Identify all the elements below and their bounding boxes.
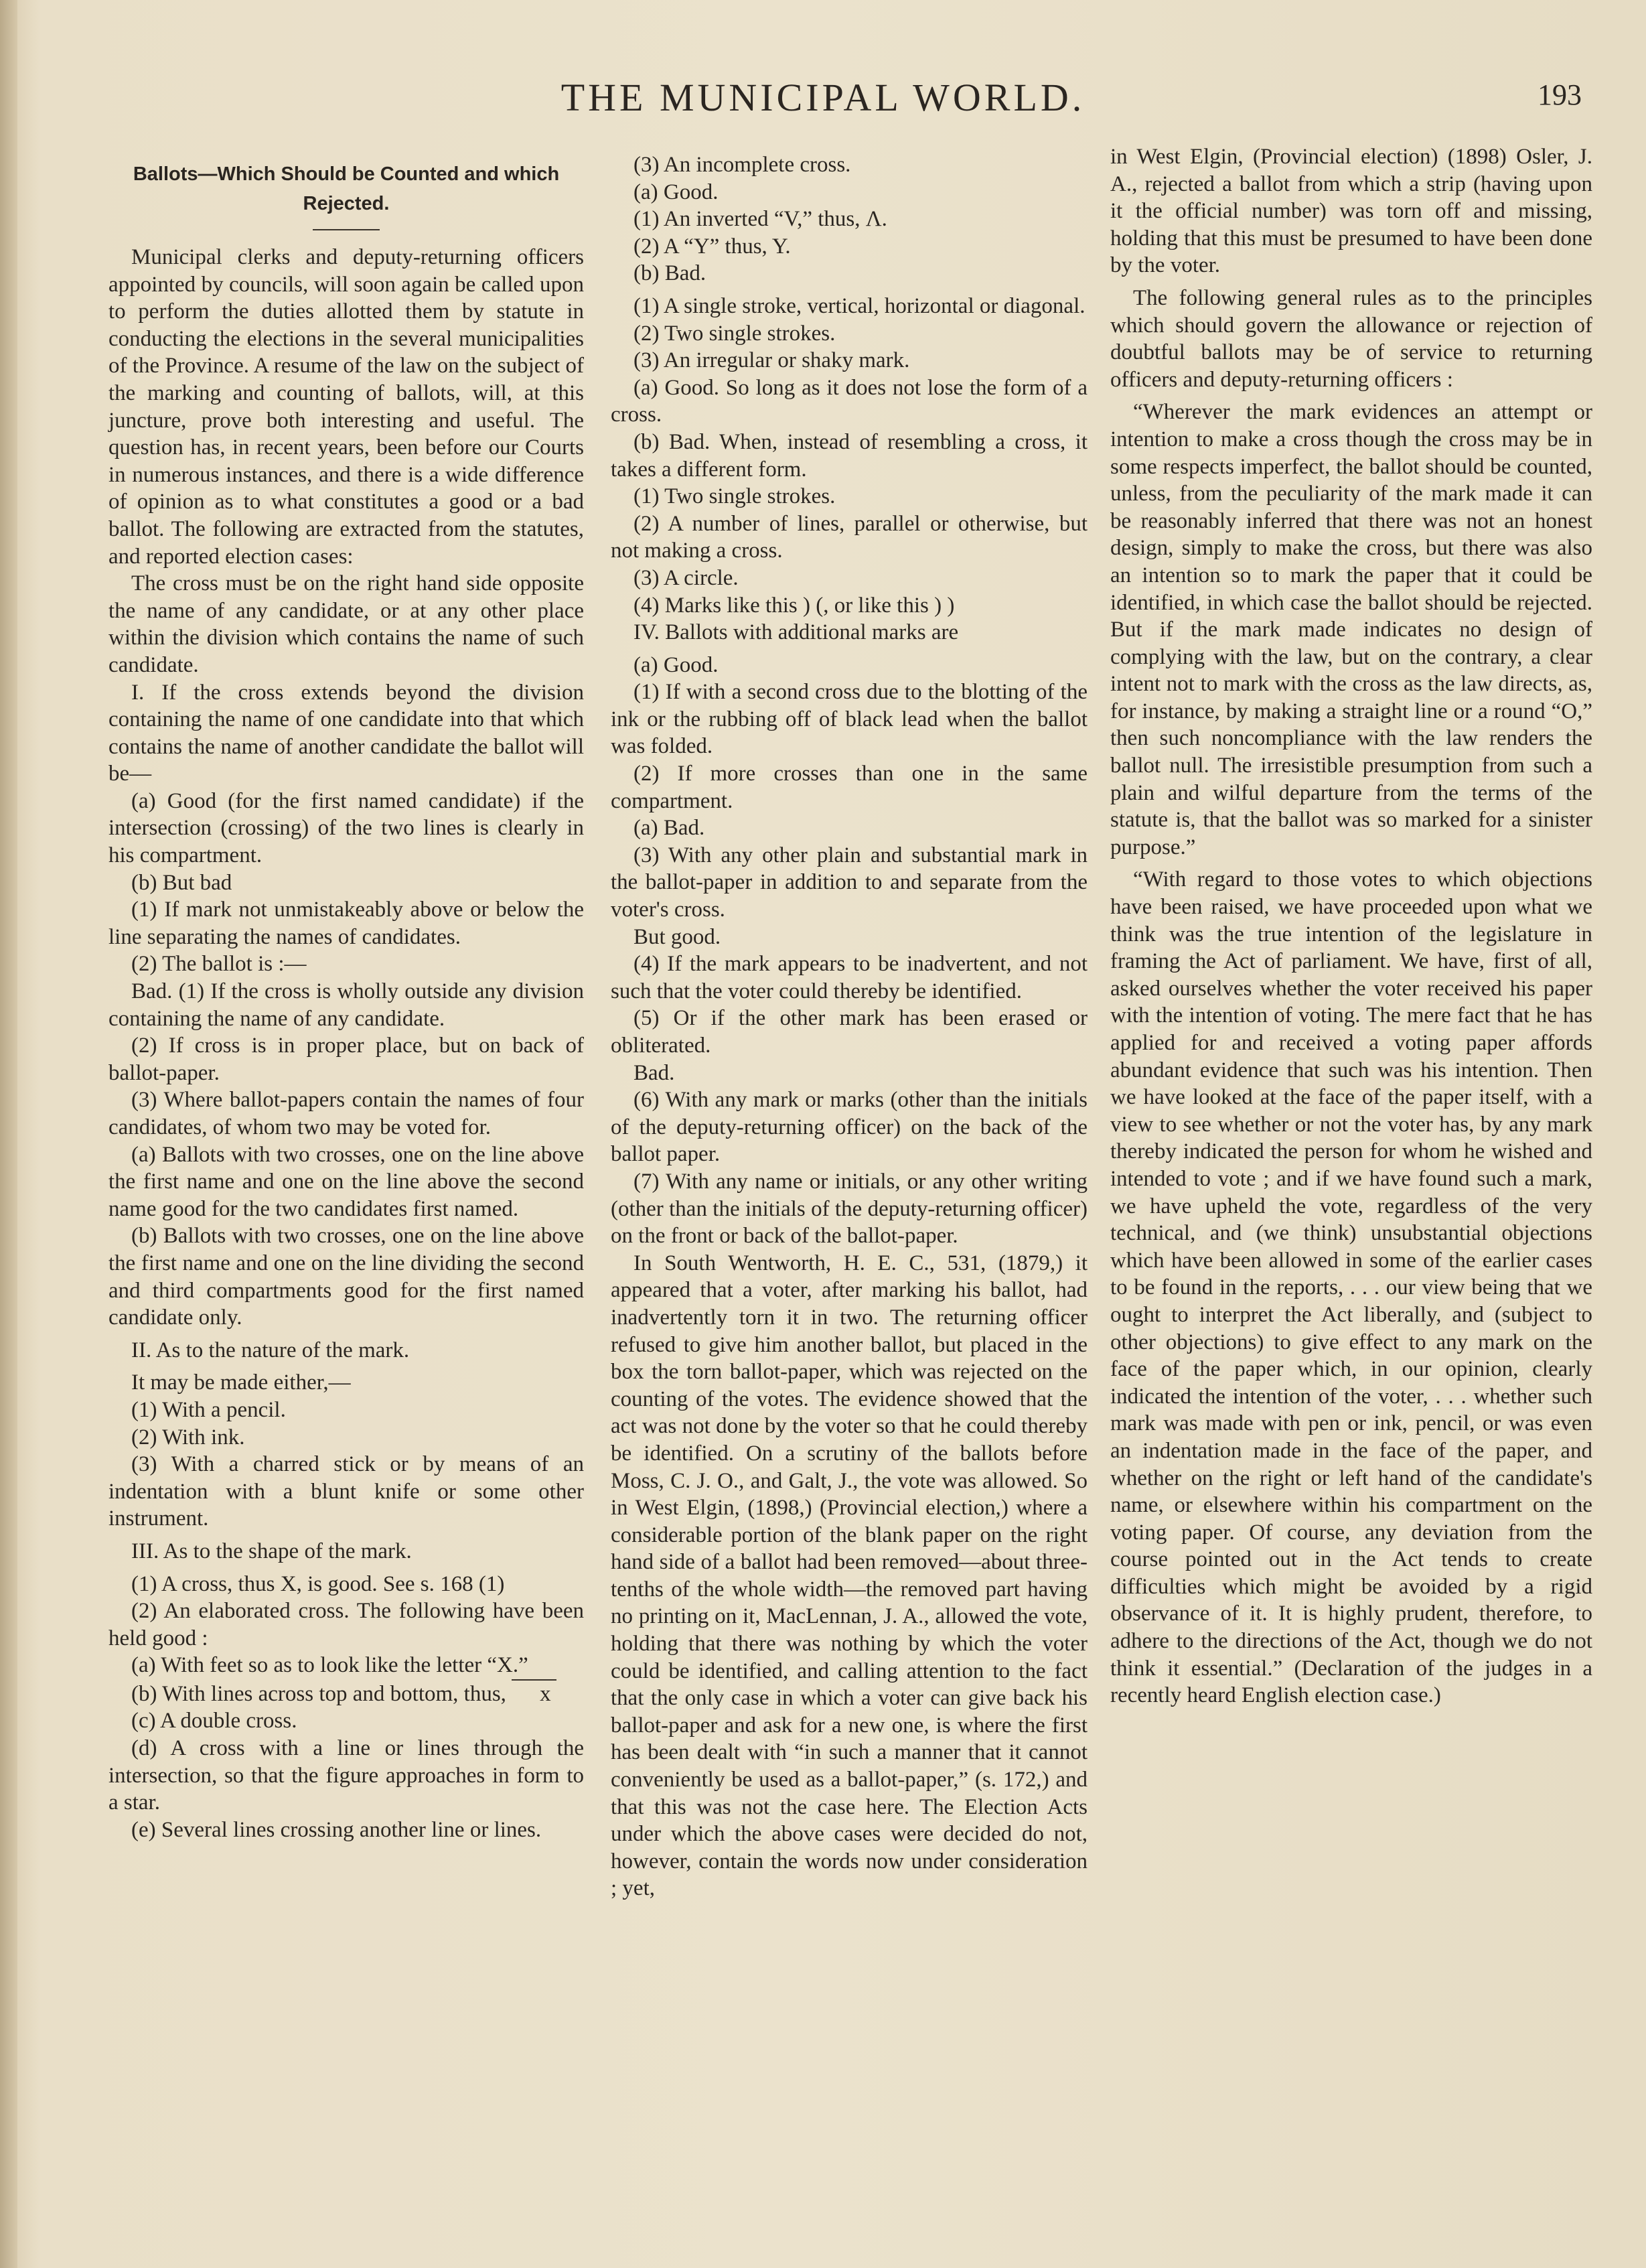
paragraph: (2) A “Y” thus, Y.: [633, 234, 791, 259]
paragraph: (a) Good (for the first named candidate) if the intersection (crossing) of the two lines is clearly in his compartment.: [108, 788, 584, 868]
paragraph: (1) Two single strokes.: [633, 484, 836, 509]
masthead-title: THE MUNICIPAL WORLD.: [560, 76, 1086, 119]
paragraph: (1) With a pencil.: [131, 1397, 286, 1422]
section-heading: II. As to the nature of the mark.: [131, 1338, 410, 1362]
paragraph: Bad. (1) If the cross is wholly outside any division containing the name of any candidate.: [108, 979, 584, 1031]
paragraph: (1) A cross, thus X, is good. See s. 168 (1): [131, 1571, 505, 1596]
page-binding-shadow: [0, 0, 17, 2268]
paragraph: (e) Several lines crossing another line or lines.: [131, 1817, 542, 1842]
quotation: “With regard to those votes to which objections have been raised, we have proceeded upon what we think was the true intention of the legislature in framing the Act of parliament. We have, first of all, asked ourselves whether the voter received his paper with the intention of voting. The mere fact that he has applied for and received a voting paper affords abundant evidence that such was his intention. Then we have looked at the face of the paper itself, with a view to see whether or not the voter has, by any mark thereby indicated the person for whom he wished and intended to vote ; and if we have found such a mark, we have upheld the vote, regardless of the very technical, and (we think) unsubstantial objections which have been allowed in some of the earlier cases to be found in the reports, . . . our view being that we ought to interpret the Act liberally, and (subject to other objections) to give effect to any mark on the face of the paper which, in our opinion, clearly indicated the intention of the voter, . . . whether such mark was made with pen or ink, pencil, or was even an indentation made in the face of the paper, and whether on the right or left hand of the candidate's name, or elsewhere within his compartment on the voting paper. Of course, any deviation from the course pointed out in the Act tends to create difficulties which might be avoided by a rigid observance of it. It is highly prudent, therefore, to adhere to the directions of the Act, though we do not think it essential.” (Declaration of the judges in a recently heard English election case.): [1110, 867, 1592, 1708]
paragraph: (2) If cross is in proper place, but on back of ballot-paper.: [108, 1034, 584, 1085]
paragraph: Bad.: [633, 1060, 675, 1085]
column-1: [108, 153, 584, 1843]
paragraph: (a) With feet so as to look like the letter “X.”: [131, 1653, 528, 1678]
paragraph: (7) With any name or initials, or any other writing (other than the initials of the deputy-returning officer) on the front or back of the ballot-paper.: [611, 1169, 1088, 1249]
paragraph: (3) With any other plain and substantial mark in the ballot-paper in addition to and separate from the voter's cross.: [611, 843, 1088, 922]
paragraph: (3) An irregular or shaky mark.: [633, 348, 910, 373]
article-title: [108, 159, 584, 218]
paragraph: (b) Bad. When, instead of resembling a cross, it takes a different form.: [611, 429, 1088, 482]
paragraph: (1) If with a second cross due to the blotting of the ink or the rubbing off of black lead when the ballot was folded.: [611, 680, 1088, 759]
quotation: “Wherever the mark evidences an attempt or intention to make a cross though the cross may be in some respects imperfect, the ballot should be counted, unless, from the peculiarity of the mark made it can be reasonably inferred that there was not an honest design, simply to make the cross, but there was also an intention so to mark the paper that it could be identified, in which case the ballot should be rejected. But if the mark made indicates no design of complying with the law, but on the contrary, a clear intent not to mark with the cross as the law directs, as, for instance, by making a straight line or a round “O,” then such noncompliance with the law renders the ballot null. The irresistible presumption from such a plain and wilful departure from the terms of the statute is, that the ballot was so marked for a sinister purpose.”: [1110, 400, 1592, 859]
paragraph: (a) Good.: [633, 180, 719, 204]
paragraph: (2) The ballot is :—: [131, 952, 307, 977]
section-heading: IV. Ballots with additional marks are: [633, 620, 959, 645]
paragraph: (1) If mark not unmistakeably above or below the line separating the names of candidates.: [108, 898, 584, 949]
paragraph: But good.: [633, 924, 721, 949]
paragraph: I. If the cross extends beyond the division containing the name of one candidate into that which contains the name of another candidate the ballot will be—: [108, 680, 584, 786]
paragraph: (3) A circle.: [633, 565, 739, 590]
paragraph: (3) An incomplete cross.: [633, 153, 851, 177]
barred-cross-mark: x: [512, 1679, 556, 1708]
paragraph: (a) Bad.: [633, 816, 705, 841]
paragraph: (a) Good. So long as it does not lose the form of a cross.: [611, 375, 1088, 427]
paragraph: (c) A double cross.: [131, 1709, 297, 1733]
paragraph: (5) Or if the other mark has been erased or obliterated.: [611, 1006, 1088, 1058]
paragraph: (1) A single stroke, vertical, horizontal or diagonal.: [633, 293, 1086, 318]
paragraph: It may be made either,—: [131, 1370, 351, 1395]
paragraph: (d) A cross with a line or lines through the intersection, so that the figure approaches in form to a star.: [108, 1736, 584, 1815]
paragraph: (a) Good.: [633, 652, 719, 677]
paragraph: (3) Where ballot-papers contain the names of four candidates, of whom two may be voted for.: [108, 1088, 584, 1139]
paragraph: (b) Bad.: [633, 261, 706, 286]
title-rule: [313, 229, 380, 230]
section-heading: III. As to the shape of the mark.: [131, 1539, 412, 1563]
paragraph: (3) With a charred stick or by means of an indentation with a blunt knife or some other instrument.: [108, 1452, 584, 1531]
page-header: [0, 75, 1646, 135]
paragraph: (2) A number of lines, parallel or otherwise, but not making a cross.: [611, 511, 1088, 563]
paragraph: [108, 1679, 584, 1708]
paragraph: (a) Ballots with two crosses, one on the line above the first name and one on the line above the second name good for the two candidates first named.: [108, 1142, 584, 1221]
article-title-line2: Rejected.: [303, 193, 390, 214]
page-number: 193: [1538, 78, 1582, 111]
paragraph-text: (b) With lines across top and bottom, thus,: [131, 1681, 506, 1706]
paragraph: Municipal clerks and deputy-returning officers appointed by councils, will soon again be called upon to perform the duties allotted them by statute in conducting the elections in the several municipalities of the Province. A resume of the law on the subject of the marking and counting of ballots, will, at this juncture, prove both interesting and useful. The question has, in recent years, been before our Courts in numerous instances, and there is a wide difference of opinion as to what constitutes a good or a bad ballot. The following are extracted from the statutes, and reported election cases:: [108, 245, 584, 569]
paragraph: The following general rules as to the principles which should govern the allowance or rejection of doubtful ballots may be of service to returning officers and deputy-returning officers :: [1110, 285, 1592, 392]
paragraph: in West Elgin, (Provincial election) (1898) Osler, J. A., rejected a ballot from which a strip (having upon it the official number) was torn off and missing, holding that this must be presumed to have been done by the voter.: [1110, 145, 1592, 278]
paragraph: (2) With ink.: [131, 1425, 245, 1449]
paragraph: (6) With any mark or marks (other than the initials of the deputy-returning officer) on the back of the ballot paper.: [611, 1088, 1088, 1167]
paragraph: (4) Marks like this ) (, or like this ) ): [633, 593, 955, 618]
paragraph: (4) If the mark appears to be inadvertent, and not such that the voter could thereby be identified.: [611, 952, 1088, 1003]
paragraph: (1) An inverted “V,” thus, Λ.: [633, 207, 887, 232]
column-2: [611, 151, 1088, 1902]
article-title-line1: Ballots—Which Should be Counted and which: [133, 163, 560, 185]
paragraph: (b) Ballots with two crosses, one on the line above the first name and one on the line dividing the second and third compartments good for the first named candidate only.: [108, 1224, 584, 1330]
paragraph: The cross must be on the right hand side opposite the name of any candidate, or at any other place within the division which contains the name of such candidate.: [108, 571, 584, 677]
paragraph: In South Wentworth, H. E. C., 531, (1879,) it appeared that a voter, after marking his ballot, had inadvertently torn it in two. The returning officer refused to give him another ballot, but placed in the box the torn ballot-paper, which was rejected on the counting of the votes. The evidence showed that the act was not done by the voter so that he could thereby be identified. On a scrutiny of the ballots before Moss, C. J. O., and Galt, J., the vote was allowed. So in West Elgin, (1898,) (Provincial election,) where a considerable portion of the blank paper on the right hand side of a ballot had been removed—about three-tenths of the whole width—the removed part having no printing on it, MacLennan, J. A., allowed the vote, holding that there was nothing by which the voter could be identified, and calling attention to the fact that the only case in which a voter can give back his ballot-paper and ask for a new one, is where the first has been dealt with “in such a manner that it cannot conveniently be used as a ballot-paper,” (s. 172,) and that this was not the case here. The Election Acts under which the above cases were decided do not, however, contain the words now under consideration ; yet,: [611, 1251, 1088, 1901]
paragraph: (b) But bad: [131, 870, 232, 895]
paragraph: (2) Two single strokes.: [633, 321, 836, 346]
column-3: [1110, 143, 1592, 1709]
paragraph: (2) An elaborated cross. The following have been held good :: [108, 1599, 584, 1650]
paragraph: (2) If more crosses than one in the same compartment.: [611, 762, 1088, 813]
